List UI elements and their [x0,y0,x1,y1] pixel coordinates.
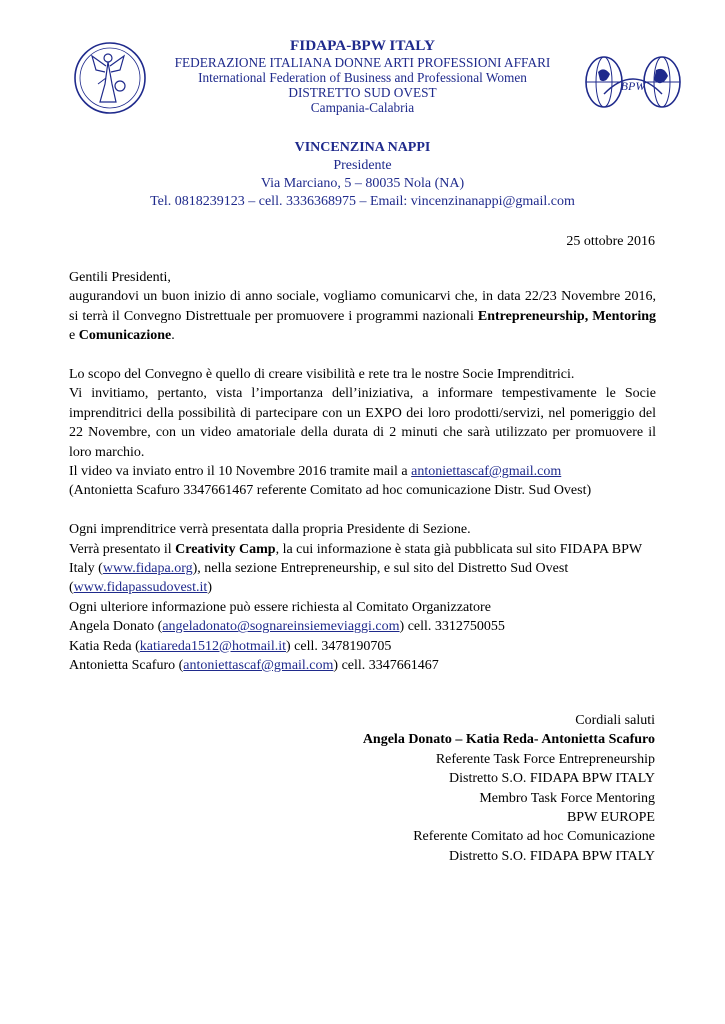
org-line-2: International Federation of Business and Professional Women [198,70,527,85]
intro-end: . [171,328,175,344]
president-name: VINCENZINA NAPPI [294,140,431,155]
bpw-globe-icon [584,54,682,110]
intro-conj: e [69,328,79,344]
greeting: Gentili Presidenti, [69,270,171,285]
fidapa-seal-icon [72,40,148,116]
district-site-link[interactable]: www.fidapassudovest.it [73,580,208,596]
org-line-3: DISTRETTO SUD OVEST [288,85,437,100]
paragraph-video-ref: (Antonietta Scafuro 3347661467 referente Comitato ad hoc comunicazione Distr. Sud Ovest) [69,483,592,499]
contact-email-link[interactable]: angeladonato@sognareinsiemeviaggi.com [162,619,400,635]
paragraph-purpose: Lo scopo del Convegno è quello di creare visibilità e rete tra le nostre Socie Imprenditrici. [69,367,575,383]
contact-name: Katia Reda ( [69,638,140,654]
signature-line: Referente Task Force Entrepreneurship [435,751,655,767]
video-text: Il video va inviato entro il 10 Novembre 2016 tramite mail a [69,464,412,480]
paragraph-presentation: Ogni imprenditrice verrà presentata dalla propria Presidente di Sezione. [69,522,471,538]
contact-row [69,656,656,675]
signatory-names-text: Angela Donato – Katia Reda- Antonietta Scafuro [362,732,655,748]
contact-row [69,617,656,636]
intro-text: augurandovi un buon inizio di anno sociale, vogliamo comunicarvi che, in data 22/23 Novembre 2016, si terrà il Convegno Distrettuale per promuovere i programmi nazionali [69,289,656,324]
intro-bold-1: Entrepreneurship, Mentoring [477,308,656,324]
contact-name: Angela Donato ( [69,619,163,635]
fidapa-site-link[interactable]: www.fidapa.org [102,561,193,577]
letter-body [69,268,656,676]
camp-text-c: ), nella sezione Entrepreneurship, e sul sito del Distretto Sud Ovest ( [69,561,569,596]
contact-phone: ) cell. 3312750055 [399,619,505,635]
camp-text-b: , la cui informazione è stata già pubblicata sul sito FIDAPA BPW Italy ( [69,541,642,577]
signature-line: Referente Comitato ad hoc Comunicazione [413,829,655,845]
president-role: Presidente [333,158,392,173]
letterhead [150,37,575,115]
signature-line: Membro Task Force Mentoring [479,790,655,806]
president-block [100,139,625,211]
bpw-logo-text: BPW [620,79,646,93]
signature-line: Distretto S.O. FIDAPA BPW ITALY [449,771,655,787]
camp-text-d: ) [207,580,212,596]
closing: Cordiali saluti [575,713,655,728]
signature-block [255,711,655,866]
signatory-names [255,730,655,749]
letter-date: 25 ottobre 2016 [566,234,655,249]
paragraph-video [69,462,656,481]
president-contacts: Tel. 0818239123 – cell. 3336368975 – Email: vincenzinanappi@gmail.com [150,194,575,209]
contact-row [69,637,656,656]
org-line-4: Campania-Calabria [310,100,415,115]
intro-bold-2: Comunicazione [78,328,172,344]
video-email-link[interactable]: antoniettascaf@gmail.com [411,464,562,480]
camp-text-a: Verrà presentato il [69,541,176,557]
paragraph-invite: Vi invitiamo, pertanto, vista l’importanza dell’iniziativa, a informare tempestivamente le Socie imprenditrici della possibilità di partecipare con un EXPO dei loro prodotti/servizi, nel pomeriggio del 22 Novembre, con un video amatoriale della durata di 2 minuti che sarà utilizzato per promuovere il loro marchio. [69,386,656,460]
contact-email-link[interactable]: katiareda1512@hotmail.it [139,638,286,654]
contact-phone: ) cell. 3347661467 [333,658,439,674]
camp-bold: Creativity Camp [175,541,276,557]
paragraph-info: Ogni ulteriore informazione può essere richiesta al Comitato Organizzatore [69,599,491,615]
contact-phone: ) cell. 3478190705 [286,638,392,654]
paragraph-camp [69,540,656,598]
contact-name: Antonietta Scafuro ( [69,658,184,674]
president-address: Via Marciano, 5 – 80035 Nola (NA) [260,176,465,191]
paragraph-intro [69,287,656,345]
org-line-1: FEDERAZIONE ITALIANA DONNE ARTI PROFESSIONI AFFARI [174,55,551,70]
signature-line: Distretto S.O. FIDAPA BPW ITALY [449,848,655,864]
contact-email-link[interactable]: antoniettascaf@gmail.com [183,658,334,674]
signature-line: BPW EUROPE [566,810,655,826]
org-title: FIDAPA-BPW ITALY [290,37,435,54]
